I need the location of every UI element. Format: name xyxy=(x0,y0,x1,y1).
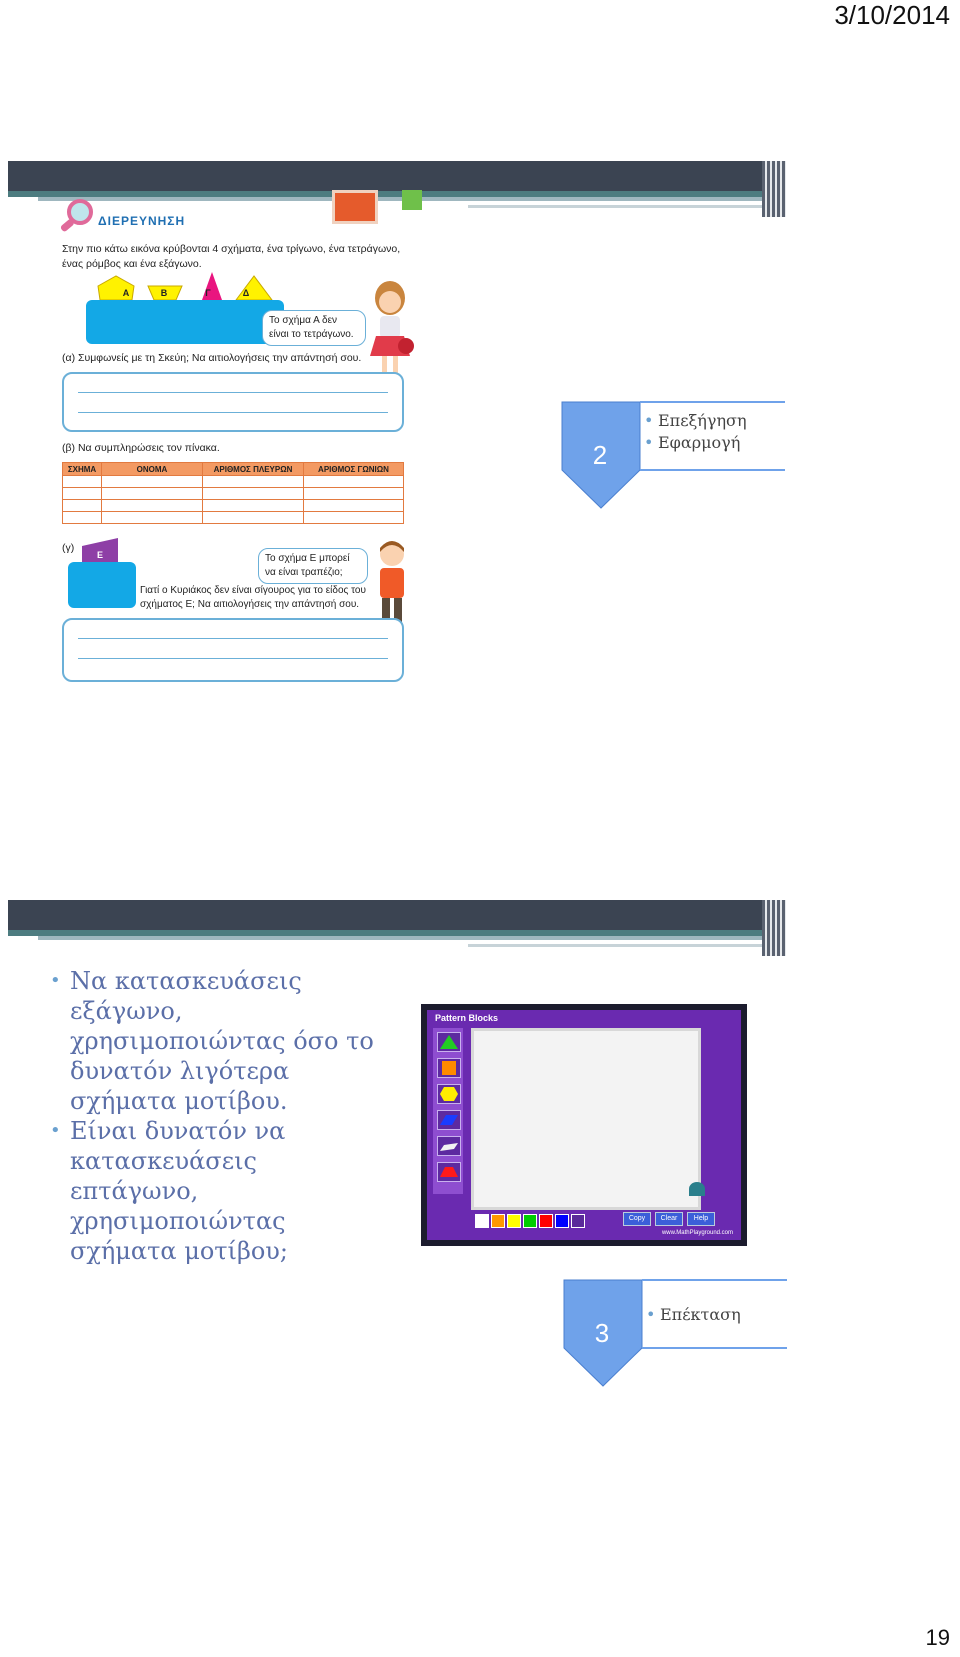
trapezoid-tool[interactable] xyxy=(437,1162,461,1182)
blue-rhombus-tool[interactable] xyxy=(437,1110,461,1130)
bullet-item: • Να κατασκευάσεις εξάγωνο, χρησιμοποιώντας όσο το δυνατόν λιγότερα σχήματα μοτίβου. xyxy=(48,966,378,1116)
answer-box-a xyxy=(62,372,404,432)
color-swatch[interactable] xyxy=(491,1214,505,1228)
thin-rhombus-icon xyxy=(438,1137,460,1155)
table-header: ΟΝΟΜΑ xyxy=(102,463,203,476)
shape-tray xyxy=(433,1028,463,1194)
square-tool[interactable] xyxy=(437,1058,461,1078)
shapes-table xyxy=(62,462,404,524)
table-header: ΑΡΙΘΜΟΣ ΓΩΝΙΩΝ xyxy=(304,463,404,476)
bullet-item: • Είναι δυνατόν να κατασκευάσεις επτάγωνο, χρησιμοποιώντας σχήματα μοτίβου; xyxy=(48,1116,378,1266)
question-a: (α) Συμφωνείς με τη Σκεύη; Να αιτιολογήσεις την απάντησή σου. xyxy=(62,352,362,364)
trapezoid-icon xyxy=(438,1163,460,1181)
pattern-blocks-app xyxy=(421,1004,747,1246)
color-swatch[interactable] xyxy=(539,1214,553,1228)
hexagon-tool[interactable] xyxy=(437,1084,461,1104)
worksheet-title: ΔΙΕΡΕΥΝΗΣΗ xyxy=(98,214,186,228)
decor-orange-square xyxy=(332,190,378,224)
shape-label-b: Β xyxy=(160,288,168,298)
page-date: 3/10/2014 xyxy=(834,0,950,30)
table-header: ΣΧΗΜΑ xyxy=(63,463,102,476)
answer-box-c xyxy=(62,618,404,682)
table-row xyxy=(63,512,404,524)
worksheet-intro: Στην πιο κάτω εικόνα κρύβονται 4 σχήματα, ένα τρίγωνο, ένα τετράγωνο, ένας ρόμβος και ένα εξάγωνο. xyxy=(62,243,401,270)
slide-2-header-bar xyxy=(8,900,786,956)
rhombus-icon xyxy=(438,1111,460,1129)
app-footer-url: www.MathPlayground.com xyxy=(661,1230,733,1236)
worksheet-image xyxy=(40,196,440,736)
help-button[interactable]: Help xyxy=(687,1212,715,1226)
magnifier-icon xyxy=(58,198,98,238)
shape-label-a: Α xyxy=(122,288,130,298)
decor-green-square xyxy=(402,190,422,210)
question-c: Γιατί ο Κυριάκος δεν είναι σίγουρος για το είδος του σχήματος Ε; Να αιτιολογήσεις την απάντησή σου. xyxy=(140,585,366,610)
triangle-tool[interactable] xyxy=(437,1032,461,1052)
question-b: (β) Να συμπληρώσεις τον πίνακα. xyxy=(62,442,220,454)
page-number: 19 xyxy=(925,1625,950,1650)
drawing-canvas[interactable] xyxy=(471,1028,701,1210)
shape-label-d: Δ xyxy=(242,288,250,298)
question-c-label: (γ) xyxy=(62,542,75,554)
step-number: 2 xyxy=(592,440,608,470)
shape-e-label: Ε xyxy=(96,550,103,560)
table-row xyxy=(63,488,404,500)
step-item: • Επεξήγηση xyxy=(644,410,747,432)
step-indicator-2 xyxy=(560,400,785,520)
step-number: 3 xyxy=(594,1318,610,1348)
hexagon-icon xyxy=(438,1085,460,1103)
color-swatch[interactable] xyxy=(475,1214,489,1228)
speech-bubble-girl: Το σχήμα Α δεν είναι το τετράγωνο. xyxy=(262,310,366,346)
speech-bubble-boy: Το σχήμα Ε μπορεί να είναι τραπέζιο; xyxy=(258,548,368,584)
shape-e-cover xyxy=(68,562,136,608)
triangle-icon xyxy=(438,1033,460,1051)
color-swatch[interactable] xyxy=(555,1214,569,1228)
app-title: Pattern Blocks xyxy=(435,1013,499,1023)
clear-button[interactable]: Clear xyxy=(655,1212,683,1226)
table-header: ΑΡΙΘΜΟΣ ΠΛΕΥΡΩΝ xyxy=(203,463,304,476)
step-item: • Επέκταση xyxy=(646,1304,741,1326)
slide-2-bullets xyxy=(48,966,378,1266)
step-item: • Εφαρμογή xyxy=(644,432,747,454)
rotate-button[interactable] xyxy=(689,1182,705,1196)
table-row xyxy=(63,476,404,488)
thin-rhombus-tool[interactable] xyxy=(437,1136,461,1156)
color-swatch[interactable] xyxy=(523,1214,537,1228)
color-swatch[interactable] xyxy=(571,1214,585,1228)
shape-label-c: Γ xyxy=(205,288,211,298)
square-icon xyxy=(438,1059,460,1077)
copy-button[interactable]: Copy xyxy=(623,1212,651,1226)
color-swatch[interactable] xyxy=(507,1214,521,1228)
step-indicator-3 xyxy=(562,1278,787,1398)
table-row xyxy=(63,500,404,512)
